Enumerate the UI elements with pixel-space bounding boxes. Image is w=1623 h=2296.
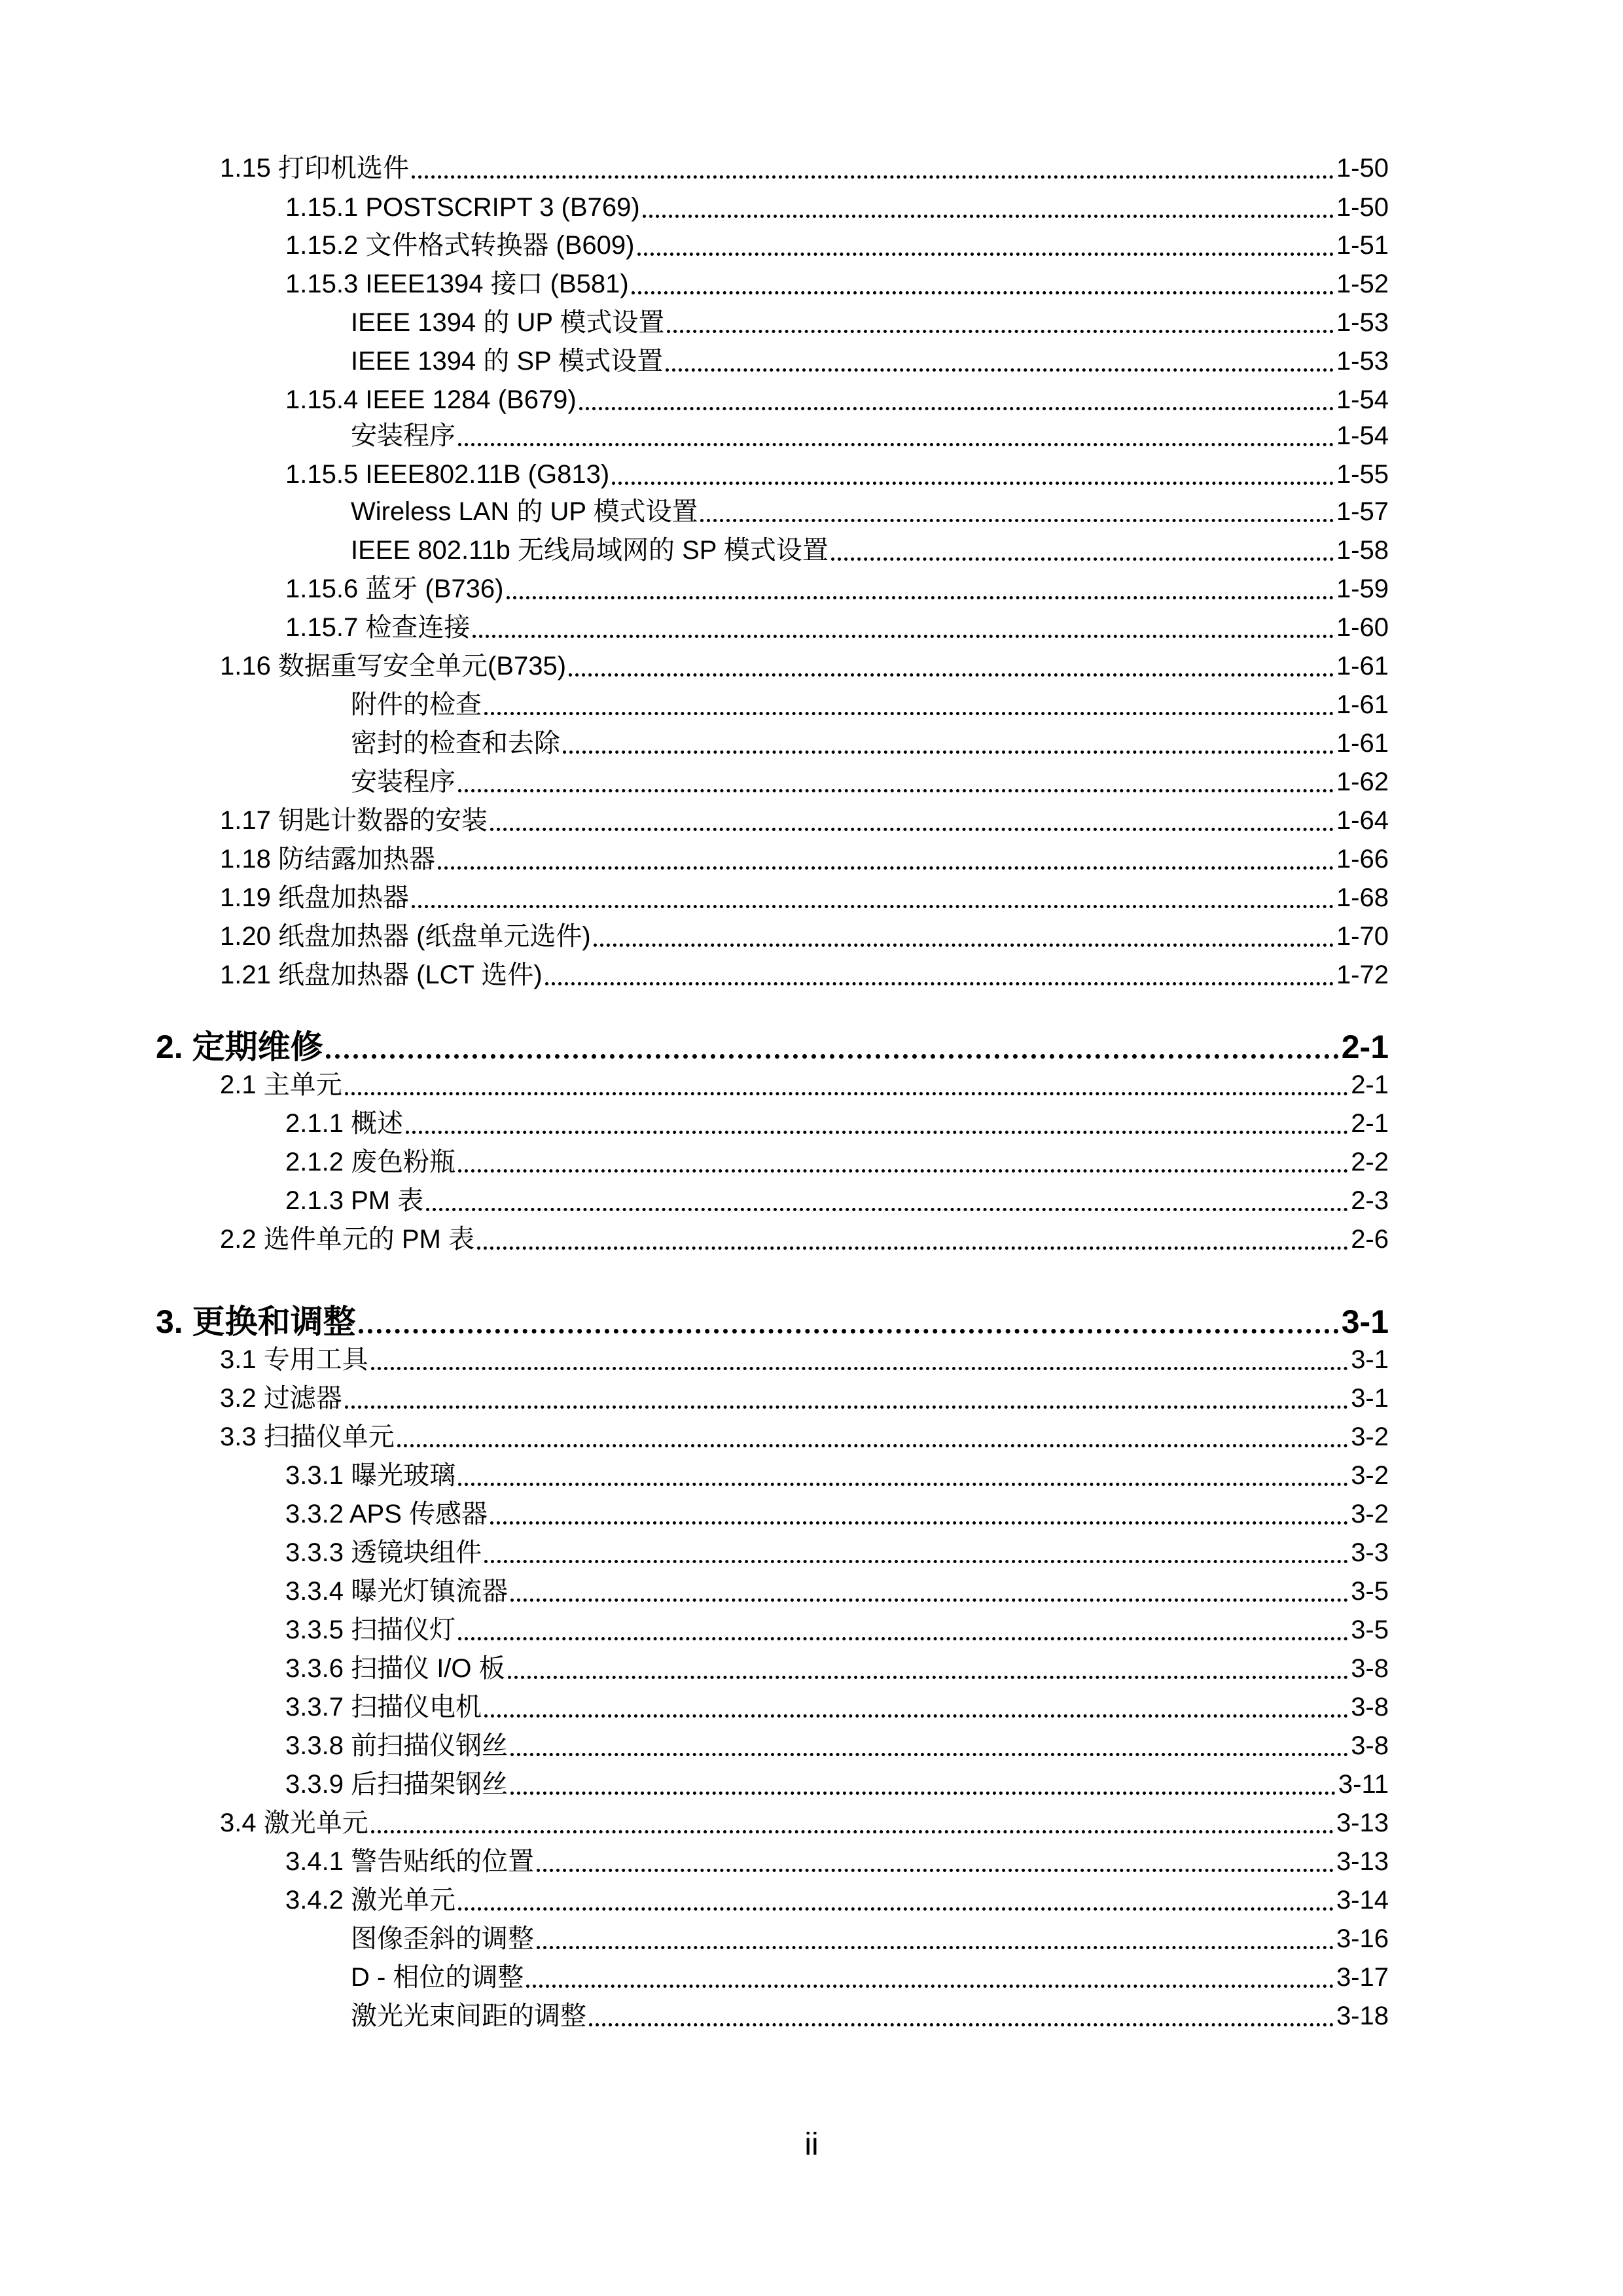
- dot-leader: [458, 1479, 1348, 1486]
- toc-entry-page: 1-51: [1336, 231, 1389, 260]
- dot-leader: [345, 1088, 1348, 1095]
- dot-leader: [359, 1324, 1339, 1333]
- toc-entry[interactable]: [220, 650, 1389, 682]
- toc-entry-page: 1-61: [1336, 729, 1389, 758]
- toc-entry-page: 3-16: [1336, 1924, 1389, 1953]
- toc-entry[interactable]: [285, 1184, 1389, 1217]
- toc-entry-label: 3.3.6 扫描仪 I/O 板: [285, 1654, 505, 1683]
- toc-entry[interactable]: [220, 1382, 1389, 1415]
- toc-entry-label: 3.3.8 前扫描仪钢丝: [285, 1731, 508, 1760]
- dot-leader: [438, 862, 1334, 870]
- dot-leader: [589, 2019, 1334, 2026]
- toc-entry-page: 3-5: [1351, 1616, 1389, 1644]
- toc-entry-label: Wireless LAN 的 UP 模式设置: [351, 497, 698, 526]
- toc-entry[interactable]: [285, 1729, 1389, 1762]
- toc-entry-page: 1-54: [1336, 385, 1389, 414]
- toc-entry-page: 1-50: [1336, 193, 1389, 222]
- dot-leader: [508, 1672, 1349, 1679]
- toc-entry-label: 1.15.3 IEEE1394 接口 (B581): [285, 270, 629, 298]
- toc-entry-page: 2-6: [1351, 1225, 1389, 1254]
- toc-entry-page: 3-8: [1351, 1654, 1389, 1683]
- toc-entry-label: 安装程序: [351, 421, 455, 450]
- dot-leader: [406, 1127, 1348, 1134]
- toc-entry-page: 3-14: [1336, 1886, 1389, 1915]
- toc-entry-label: 2.1 主单元: [220, 1070, 342, 1099]
- toc-entry-label: 1.15.7 检查连接: [285, 613, 471, 642]
- toc-entry-page: 1-70: [1336, 922, 1389, 951]
- dot-leader: [426, 1204, 1348, 1211]
- toc-entry-label: IEEE 1394 的 UP 模式设置: [351, 308, 665, 337]
- toc-entry-page: 2-2: [1351, 1148, 1389, 1176]
- toc-entry-page: 3-1: [1341, 1303, 1389, 1340]
- toc-entry-label: 1.19 纸盘加热器: [220, 883, 409, 912]
- dot-leader: [484, 1556, 1348, 1563]
- dot-leader: [490, 824, 1334, 831]
- toc-entry[interactable]: [351, 1961, 1389, 1994]
- toc-entry-page: 1-59: [1336, 574, 1389, 603]
- toc-entry-page: 3-5: [1351, 1577, 1389, 1606]
- toc-entry-page: 1-53: [1336, 308, 1389, 337]
- toc-entry[interactable]: [285, 1884, 1389, 1916]
- toc-entry[interactable]: [285, 1498, 1389, 1530]
- toc-entry-page: 3-1: [1351, 1384, 1389, 1413]
- toc-entry[interactable]: [220, 804, 1389, 837]
- dot-leader: [594, 940, 1334, 947]
- dot-leader: [345, 1402, 1348, 1409]
- toc-entry-label: 3.4.2 激光单元: [285, 1886, 456, 1915]
- toc-entry-page: 3-2: [1351, 1500, 1389, 1528]
- dot-leader: [458, 1165, 1348, 1173]
- toc-entry-label: 3.1 专用工具: [220, 1345, 368, 1374]
- toc-entry[interactable]: [351, 306, 1389, 339]
- toc-entry-page: 1-61: [1336, 690, 1389, 719]
- toc-entry[interactable]: [285, 1652, 1389, 1685]
- toc-entry[interactable]: [351, 534, 1389, 567]
- dot-leader: [510, 1749, 1348, 1756]
- toc-entry-page: 3-18: [1336, 2002, 1389, 2030]
- toc-entry-label: 1.15 打印机选件: [220, 154, 409, 183]
- toc-entry[interactable]: [285, 1536, 1389, 1569]
- toc-entry-page: 2-3: [1351, 1186, 1389, 1215]
- toc-entry[interactable]: [220, 1807, 1389, 1839]
- toc-entry[interactable]: [220, 152, 1389, 185]
- toc-entry-label: 1.18 防结露加热器: [220, 845, 435, 874]
- toc-entry[interactable]: [220, 1421, 1389, 1453]
- dot-leader: [643, 211, 1334, 218]
- toc-entry[interactable]: [351, 495, 1389, 528]
- toc-entry[interactable]: [220, 959, 1389, 991]
- toc-entry-label: 1.15.4 IEEE 1284 (B679): [285, 385, 577, 414]
- toc-entry-page: 1-55: [1336, 460, 1389, 489]
- dot-leader: [612, 478, 1334, 485]
- toc-entry-label: 2.1.1 概述: [285, 1109, 404, 1138]
- toc-entry-label: 2.1.2 废色粉瓶: [285, 1148, 456, 1176]
- toc-entry-label: 3.3.7 扫描仪电机: [285, 1693, 482, 1722]
- dot-leader: [526, 1981, 1334, 1988]
- dot-leader: [412, 171, 1334, 179]
- toc-entry[interactable]: [285, 1146, 1389, 1178]
- toc-entry[interactable]: [351, 345, 1389, 378]
- dot-leader: [537, 1865, 1334, 1872]
- dot-leader: [458, 1903, 1334, 1911]
- dot-leader: [579, 403, 1334, 410]
- toc-entry-page: 3-8: [1351, 1731, 1389, 1760]
- toc-entry-page: 1-64: [1336, 806, 1389, 835]
- dot-leader: [371, 1363, 1348, 1370]
- toc-entry-page: 1-68: [1336, 883, 1389, 912]
- toc-entry[interactable]: [285, 458, 1389, 491]
- toc-entry-label: 1.17 钥匙计数器的安装: [220, 806, 488, 835]
- dot-leader: [458, 785, 1334, 792]
- toc-entry-label: 2.1.3 PM 表: [285, 1186, 424, 1215]
- toc-entry[interactable]: [220, 920, 1389, 953]
- toc-entry-page: 3-1: [1351, 1345, 1389, 1374]
- toc-entry-page: 1-54: [1336, 421, 1389, 450]
- toc-entry[interactable]: [285, 1691, 1389, 1723]
- toc-entry-page: 3-13: [1336, 1847, 1389, 1876]
- dot-leader: [484, 708, 1334, 715]
- toc-entry-label: 图像歪斜的调整: [351, 1924, 534, 1953]
- toc-entry[interactable]: [285, 1459, 1389, 1492]
- toc-entry[interactable]: [285, 573, 1389, 605]
- toc-entry-page: 1-58: [1336, 536, 1389, 565]
- dot-leader: [507, 592, 1334, 599]
- toc-entry-label: 3.3.5 扫描仪灯: [285, 1616, 456, 1644]
- toc-entry-page: 1-61: [1336, 652, 1389, 680]
- toc-entry[interactable]: [351, 419, 1389, 452]
- toc-entry-label: 3.3 扫描仪单元: [220, 1422, 395, 1451]
- toc-entry-label: IEEE 802.11b 无线局域网的 SP 模式设置: [351, 536, 829, 565]
- toc-entry[interactable]: [285, 1107, 1389, 1140]
- toc-entry[interactable]: [220, 1223, 1389, 1256]
- dot-leader: [667, 326, 1334, 333]
- toc-entry-page: 3-3: [1351, 1538, 1389, 1567]
- dot-leader: [484, 1710, 1348, 1718]
- toc-entry[interactable]: [285, 1845, 1389, 1878]
- toc-entry[interactable]: [220, 843, 1389, 875]
- toc-entry[interactable]: [351, 2000, 1389, 2032]
- toc-entry-page: 3-2: [1351, 1422, 1389, 1451]
- dot-leader: [563, 747, 1334, 754]
- toc-entry-label: 附件的检查: [351, 690, 482, 719]
- toc-entry-label: 3.4 激光单元: [220, 1809, 368, 1837]
- toc-entry-page: 3-17: [1336, 1963, 1389, 1992]
- toc-entry-page: 1-60: [1336, 613, 1389, 642]
- toc-entry-label: 3.4.1 警告贴纸的位置: [285, 1847, 535, 1876]
- toc-entry-label: D - 相位的调整: [351, 1963, 524, 1992]
- toc-entry[interactable]: [351, 688, 1389, 721]
- dot-leader: [666, 364, 1334, 372]
- toc-entry-page: 3-13: [1336, 1809, 1389, 1837]
- toc-entry[interactable]: [285, 383, 1389, 416]
- toc-entry[interactable]: [220, 1343, 1389, 1376]
- toc-entry-label: 1.15.5 IEEE802.11B (G813): [285, 460, 610, 489]
- dot-leader: [545, 978, 1334, 985]
- toc-entry-label: 3.3.9 后扫描架钢丝: [285, 1770, 508, 1799]
- dot-leader: [637, 249, 1334, 256]
- toc-entry-page: 3-11: [1338, 1770, 1389, 1799]
- toc-entry-page: 1-53: [1336, 347, 1389, 376]
- toc-entry[interactable]: [351, 766, 1389, 798]
- toc-entry-page: 3-8: [1351, 1693, 1389, 1722]
- toc-entry-page: 1-62: [1336, 768, 1389, 796]
- dot-leader: [326, 1049, 1339, 1059]
- dot-leader: [537, 1942, 1334, 1949]
- dot-leader: [458, 439, 1334, 446]
- toc-entry-label: 密封的检查和去除: [351, 729, 560, 758]
- toc-entry-label: 3.3.3 透镜块组件: [285, 1538, 482, 1567]
- dot-leader: [510, 1788, 1336, 1795]
- toc-entry-label: 1.16 数据重写安全单元(B735): [220, 652, 567, 680]
- toc-entry-page: 1-50: [1336, 154, 1389, 183]
- toc-entry-page: 1-57: [1336, 497, 1389, 526]
- toc-entry-label: 1.15.1 POSTSCRIPT 3 (B769): [285, 193, 640, 222]
- toc-entry[interactable]: [285, 268, 1389, 300]
- toc-entry[interactable]: [220, 881, 1389, 914]
- page-number: ii: [804, 2127, 819, 2162]
- dot-leader: [490, 1517, 1348, 1525]
- toc-entry-label: 3. 更换和调整: [156, 1303, 356, 1340]
- toc-entry-page: 1-72: [1336, 961, 1389, 989]
- toc-entry[interactable]: [285, 229, 1389, 262]
- toc-entry-page: 2-1: [1351, 1109, 1389, 1138]
- toc-entry[interactable]: [285, 1614, 1389, 1646]
- toc-chapter-entry[interactable]: [156, 1302, 1389, 1341]
- toc-entry[interactable]: [285, 1575, 1389, 1608]
- toc-entry-label: 1.15.6 蓝牙 (B736): [285, 574, 504, 603]
- toc-entry-label: 2. 定期维修: [156, 1029, 323, 1065]
- dot-leader: [632, 287, 1334, 294]
- dot-leader: [569, 669, 1334, 677]
- dot-leader: [510, 1595, 1348, 1602]
- dot-leader: [831, 554, 1334, 561]
- toc-entry-label: 1.21 纸盘加热器 (LCT 选件): [220, 961, 543, 989]
- toc-entry-label: 3.3.4 曝光灯镇流器: [285, 1577, 508, 1606]
- dot-leader: [397, 1440, 1348, 1447]
- toc-entry-label: 2.2 选件单元的 PM 表: [220, 1225, 474, 1254]
- toc-entry-page: 1-52: [1336, 270, 1389, 298]
- toc-entry-label: 1.15.2 文件格式转换器 (B609): [285, 231, 635, 260]
- toc-entry-page: 3-2: [1351, 1461, 1389, 1490]
- toc-entry-label: 3.3.1 曝光玻璃: [285, 1461, 456, 1490]
- dot-leader: [700, 515, 1333, 522]
- toc-entry[interactable]: [285, 611, 1389, 644]
- toc-entry-label: 安装程序: [351, 768, 455, 796]
- toc-entry-page: 2-1: [1351, 1070, 1389, 1099]
- dot-leader: [477, 1243, 1348, 1250]
- toc-entry-page: 2-1: [1341, 1029, 1389, 1065]
- dot-leader: [412, 901, 1334, 908]
- toc-entry[interactable]: [351, 727, 1389, 760]
- toc-entry[interactable]: [285, 191, 1389, 224]
- toc-entry[interactable]: [351, 1922, 1389, 1955]
- toc-entry-page: 1-66: [1336, 845, 1389, 874]
- toc-entry-label: IEEE 1394 的 SP 模式设置: [351, 347, 664, 376]
- dot-leader: [473, 631, 1334, 638]
- toc-chapter-entry[interactable]: [156, 1027, 1389, 1067]
- toc-entry-label: 3.2 过滤器: [220, 1384, 342, 1413]
- toc-entry-label: 1.20 纸盘加热器 (纸盘单元选件): [220, 922, 591, 951]
- toc-entry[interactable]: [285, 1768, 1389, 1801]
- toc-entry-label: 3.3.2 APS 传感器: [285, 1500, 488, 1528]
- dot-leader: [371, 1826, 1334, 1833]
- toc-entry[interactable]: [220, 1069, 1389, 1101]
- toc-entry-label: 激光光束间距的调整: [351, 2002, 586, 2030]
- dot-leader: [458, 1633, 1348, 1640]
